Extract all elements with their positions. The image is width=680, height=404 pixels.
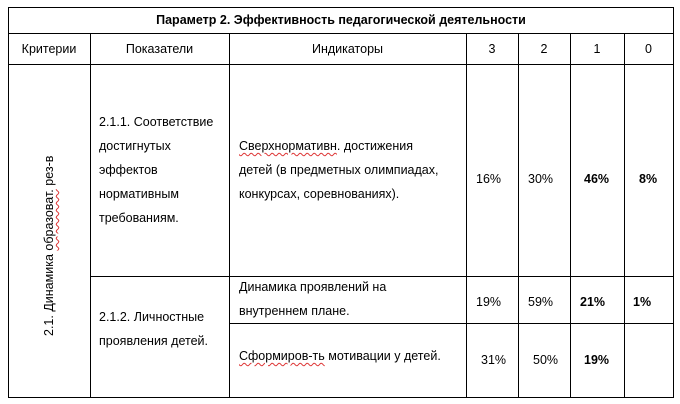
divider-indicators-col — [229, 33, 230, 398]
criterion-label-end: рез-в — [42, 155, 56, 190]
header-indicators-col: Показатели — [125, 42, 194, 56]
border-bottom — [8, 397, 674, 398]
row2-score-3: 19% — [476, 295, 502, 309]
divider-s0 — [624, 33, 625, 398]
row2-description: Динамика проявлений на внутреннем плане. — [239, 280, 387, 318]
header-criteria: Критерии — [21, 42, 77, 56]
header-score-1: 1 — [593, 42, 601, 56]
row3-description — [239, 347, 441, 365]
row1-score-0: 8% — [639, 172, 658, 186]
row3-score-2: 50% — [533, 353, 559, 367]
criterion-label-start: 2.1. Динамика — [42, 250, 56, 336]
border-header-bottom — [8, 64, 674, 65]
header-score-0: 0 — [645, 42, 652, 56]
border-title-bottom — [8, 33, 674, 34]
divider-s1 — [570, 33, 571, 398]
border-left — [8, 7, 9, 398]
criterion-label — [42, 156, 56, 336]
row1-description-marked: Сверхнормативн — [239, 139, 337, 153]
border-top — [8, 7, 674, 8]
header-score-3: 3 — [488, 42, 496, 56]
row1-score-3: 16% — [476, 172, 502, 186]
row2-score-1: 21% — [580, 295, 606, 309]
divider-s3 — [466, 33, 467, 398]
row1-indicator: 2.1.1. Соответствие достигнутых эффектов нормативным требованиям. — [99, 115, 214, 225]
row1-description-rest: . достижения детей (в предметных олимпиадах, конкурсах, соревнованиях). — [239, 139, 439, 201]
criterion-label-marked: образоват. — [42, 189, 56, 251]
row2-score-0: 1% — [633, 295, 652, 309]
row3-description-marked: Сформиров-ть — [239, 349, 325, 363]
row3-score-3: 31% — [481, 353, 507, 367]
row1-score-1: 46% — [584, 172, 610, 186]
row1-description — [239, 134, 438, 206]
border-right — [673, 7, 674, 398]
row2-score-2: 59% — [528, 295, 554, 309]
header-indicators: Индикаторы — [311, 42, 384, 56]
row3-description-rest: мотивации у детей. — [324, 349, 441, 363]
row2-indicator: 2.1.2. Личностные проявления детей. — [99, 310, 208, 348]
divider-criteria — [90, 33, 91, 398]
row1-score-2: 30% — [528, 172, 554, 186]
border-row2-bottom — [229, 323, 674, 324]
header-score-2: 2 — [540, 42, 548, 56]
table-title: Параметр 2. Эффективность педагогической деятельности — [156, 13, 526, 27]
divider-s2 — [518, 33, 519, 398]
row3-score-1: 19% — [584, 353, 610, 367]
